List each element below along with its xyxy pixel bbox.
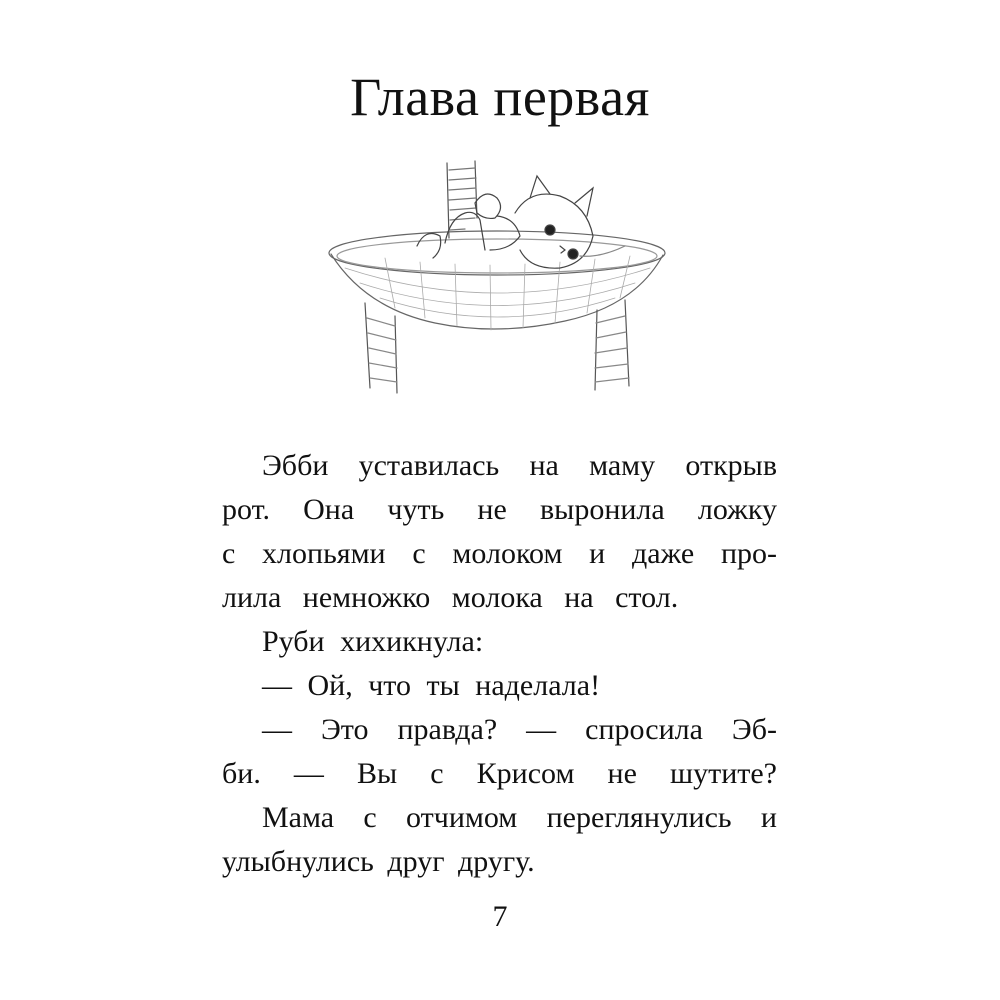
text-line: Эбби уставилась на маму открыв (262, 449, 777, 482)
chapter-title: Глава первая (350, 67, 650, 127)
text-line: рот. Она чуть не выронила ложку (222, 493, 777, 526)
text-line: улыбнулись друг другу. (222, 845, 535, 878)
text-line: — Это правда? — спросила Эб- (262, 713, 777, 746)
text-line: би. — Вы с Крисом не шутите? (222, 757, 777, 790)
text-line: — Ой, что ты наделала! (262, 669, 601, 702)
page-number: 7 (492, 900, 508, 933)
text-line: с хлопьями с молоком и даже про- (222, 537, 777, 570)
text-line: Руби хихикнула: (262, 625, 484, 658)
scratching-post-icon (447, 161, 477, 238)
kitten-in-hammock-illustration (325, 158, 670, 410)
text-line: лила немножко молока на стол. (222, 581, 679, 614)
text-line: Мама с отчимом переглянулись и (262, 801, 777, 834)
